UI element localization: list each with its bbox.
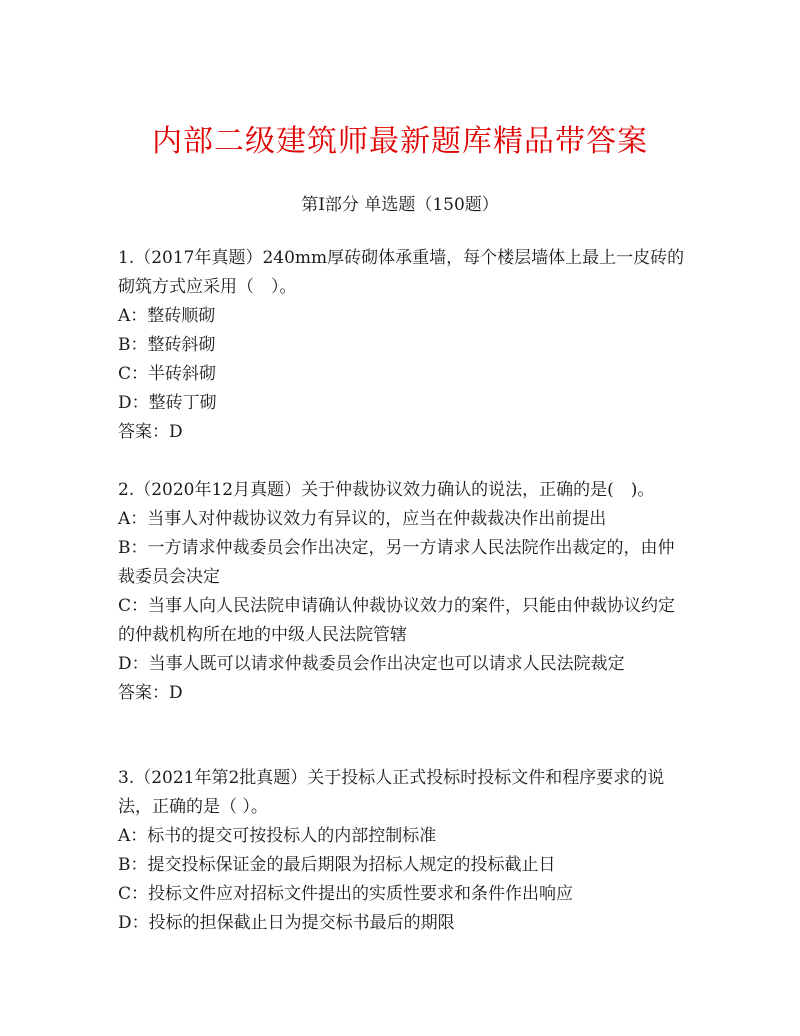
question-stem: 1.（2017年真题）240mm厚砖砌体承重墙，每个楼层墙体上最上一皮砖的砌筑方式应采用（ ）。	[118, 248, 685, 297]
document-title: 内部二级建筑师最新题库精品带答案	[152, 124, 648, 159]
option-a: A：标书的提交可按投标人的内部控制标准	[118, 826, 437, 846]
option-b: B：一方请求仲裁委员会作出决定，另一方请求人民法院作出裁定的，由仲裁委员会决定	[118, 538, 675, 587]
option-c: C：半砖斜砌	[118, 364, 217, 384]
question-stem: 2.（2020年12月真题）关于仲裁协议效力确认的说法，正确的是( )。	[118, 480, 655, 500]
answer: 答案：D	[118, 683, 183, 703]
section-heading: 第Ⅰ部分 单选题（150题）	[301, 195, 499, 215]
option-d: D：投标的担保截止日为提交标书最后的期限	[118, 913, 455, 933]
option-d: D：整砖丁砌	[118, 393, 217, 413]
question-stem: 3.（2021年第2批真题）关于投标人正式投标时投标文件和程序要求的说法，正确的是（ ）。	[118, 768, 665, 817]
option-a: A：当事人对仲裁协议效力有异议的，应当在仲裁裁决作出前提出	[118, 509, 607, 529]
option-b: B：整砖斜砌	[118, 335, 216, 355]
question-3	[118, 764, 688, 938]
answer: 答案：D	[118, 422, 183, 442]
option-a: A：整砖顺砌	[118, 306, 216, 326]
option-c: C：投标文件应对招标文件提出的实质性要求和条件作出响应	[118, 884, 574, 904]
question-2	[118, 476, 688, 708]
option-d: D：当事人既可以请求仲裁委员会作出决定也可以请求人民法院裁定	[118, 654, 625, 674]
question-1	[118, 244, 688, 447]
option-c: C：当事人向人民法院申请确认仲裁协议效力的案件，只能由仲裁协议约定的仲裁机构所在地的中级人民法院管辖	[118, 596, 676, 645]
option-b: B：提交投标保证金的最后期限为招标人规定的投标截止日	[118, 855, 556, 875]
